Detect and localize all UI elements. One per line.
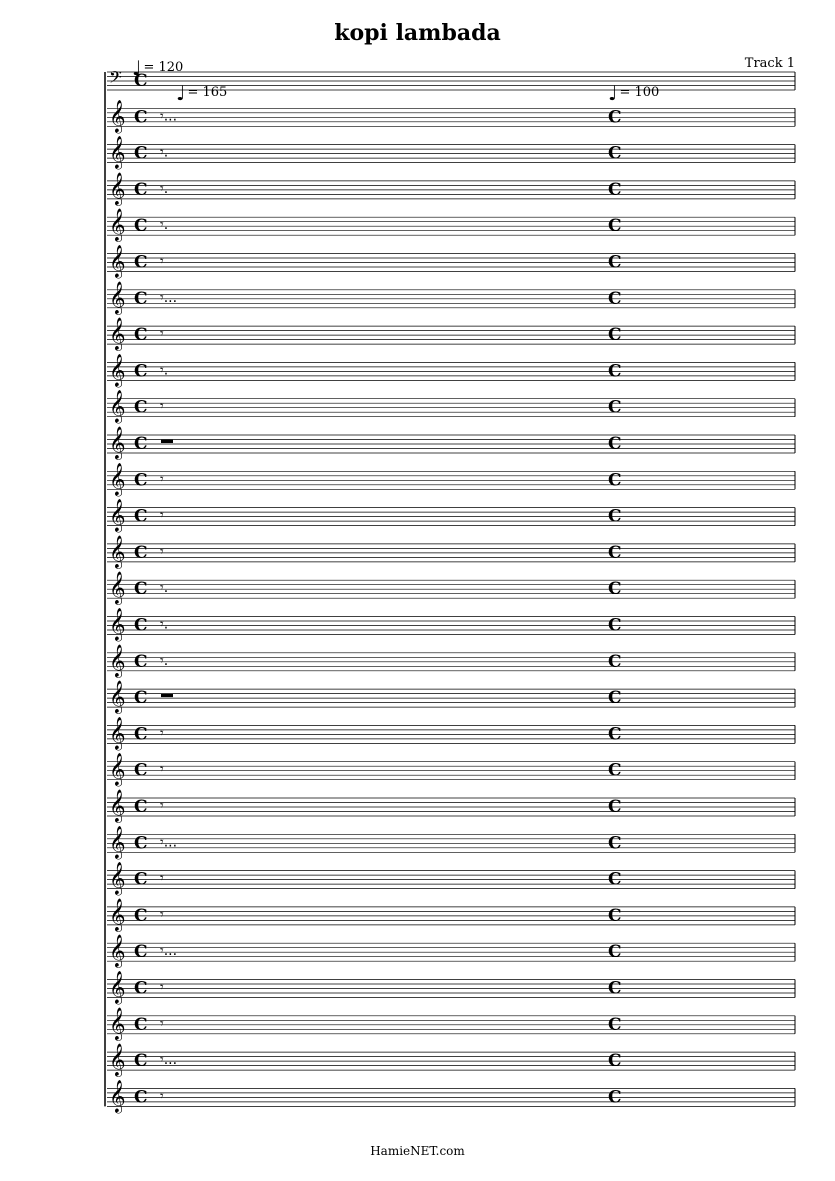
clef-icon: 𝄞 [109,426,126,459]
clef-icon: 𝄞 [109,897,126,931]
time-signature: C [134,833,148,854]
rest-glyph: 𝄾. [160,616,169,633]
time-signature: C [608,470,622,491]
time-signature: C [134,434,148,454]
time-signature: C [134,325,148,346]
rest-glyph: 𝄾 [160,725,164,742]
tempo-value: = 120 [143,60,184,75]
clef-icon: 𝄞 [109,1006,126,1040]
clef-icon: 𝄞 [109,607,126,641]
rest-glyph: 𝄾... [160,108,178,125]
rest-glyph: 𝄾. [160,362,169,379]
time-signature: C [608,760,622,781]
time-signature: C [134,397,148,418]
rest-glyph: 𝄾... [160,943,178,960]
time-signature: C [608,252,622,273]
time-signature: C [134,615,148,636]
time-signature: C [134,1051,148,1072]
clef-icon: 𝄞 [109,752,126,786]
time-signature: C [608,579,622,600]
rest-glyph: 𝄾 [160,906,164,923]
clef-icon: 𝄞 [109,1043,126,1077]
rest-glyph: 𝄾 [160,1088,164,1105]
clef-icon: 𝄞 [109,99,126,133]
time-signature: C [134,361,148,382]
time-signature: C [134,288,148,309]
time-signature: C [134,143,148,164]
time-signature: C [134,216,148,237]
time-signature: C [608,361,622,382]
clef-icon: 𝄞 [109,208,126,242]
time-signature: C [134,1087,148,1108]
whole-rest [161,694,173,698]
footer-credit: HamieNET.com [370,1144,465,1158]
clef-icon: 𝄞 [109,244,126,278]
time-signature: C [134,978,148,999]
time-signature: C [608,833,622,854]
clef-icon: 𝄞 [109,317,126,351]
time-signature: C [134,869,148,890]
time-signature: C [134,579,148,600]
rest-glyph: 𝄾. [160,144,169,161]
time-signature: C [608,434,622,454]
time-signature: C [608,288,622,309]
quarter-note-icon: ♩ [608,81,618,105]
time-signature: C [134,651,148,672]
clef-icon: 𝄢 [109,67,122,91]
time-signature: C [608,542,622,563]
time-signature: C [134,470,148,491]
page-title: kopi lambada [334,20,501,46]
time-signature: C [134,905,148,926]
rest-glyph: 𝄾. [160,217,169,234]
clef-icon: 𝄞 [109,462,126,496]
rest-glyph: 𝄾... [160,289,178,306]
time-signature: C [608,397,622,418]
clef-icon: 𝄞 [109,716,126,750]
time-signature: C [608,143,622,164]
clef-icon: 𝄞 [109,825,126,859]
track-label: Track 1 [744,56,795,71]
clef-icon: 𝄞 [109,135,126,169]
clef-icon: 𝄞 [109,280,126,314]
time-signature: C [608,216,622,237]
clef-icon: 𝄞 [109,934,126,968]
time-signature: C [608,724,622,745]
rest-glyph: 𝄾 [160,761,164,778]
time-signature: C [134,760,148,781]
clef-icon: 𝄞 [109,353,126,387]
rest-glyph: 𝄾 [160,471,164,488]
time-signature: C [134,542,148,563]
time-signature: C [608,688,622,709]
rest-glyph: 𝄾. [160,652,169,669]
rest-glyph: 𝄾. [160,580,169,597]
time-signature: C [134,71,148,91]
clef-icon: 𝄞 [109,571,126,605]
rest-glyph: 𝄾 [160,979,164,996]
clef-icon: 𝄞 [109,789,126,822]
time-signature: C [134,506,148,527]
time-signature: C [134,107,148,128]
rest-glyph: 𝄾. [160,180,169,197]
time-signature: C [608,506,622,527]
tempo-value: = 100 [619,85,660,100]
time-signature: C [134,252,148,273]
time-signature: C [134,1014,148,1035]
rest-glyph: 𝄾 [160,870,164,887]
quarter-note-icon: ♩ [132,56,142,80]
rest-glyph: 𝄾... [160,1052,178,1069]
time-signature: C [608,107,622,128]
time-signature: C [608,651,622,672]
rest-glyph: 𝄾 [160,543,164,560]
time-signature: C [608,1087,622,1108]
rest-glyph: 𝄾 [160,253,164,270]
time-signature: C [608,1051,622,1072]
time-signature: C [608,905,622,926]
clef-icon: 𝄞 [109,861,126,895]
time-signature: C [134,179,148,200]
clef-icon: 𝄞 [109,171,126,205]
time-signature: C [608,978,622,999]
time-signature: C [134,942,148,963]
time-signature: C [608,869,622,890]
time-signature: C [608,1014,622,1035]
clef-icon: 𝄞 [109,498,126,532]
clef-icon: 𝄞 [109,643,126,677]
tempo-value: = 165 [187,85,228,100]
clef-icon: 𝄞 [109,970,126,1004]
clef-icon: 𝄞 [109,534,126,568]
time-signature: C [608,325,622,346]
time-signature: C [134,688,148,709]
quarter-note-icon: ♩ [176,81,186,105]
rest-glyph: 𝄾 [160,798,164,814]
rest-glyph: 𝄾 [160,326,164,343]
time-signature: C [608,615,622,636]
rest-glyph: 𝄾 [160,1015,164,1032]
rest-glyph: 𝄾... [160,834,178,851]
rest-glyph: 𝄾 [160,507,164,524]
time-signature: C [608,797,622,817]
clef-icon: 𝄞 [109,389,126,423]
clef-icon: 𝄞 [109,680,126,714]
time-signature: C [608,942,622,963]
rest-glyph: 𝄾 [160,398,164,415]
time-signature: C [134,724,148,745]
clef-icon: 𝄞 [109,1079,126,1113]
whole-rest [161,440,173,444]
time-signature: C [134,797,148,817]
time-signature: C [608,179,622,200]
